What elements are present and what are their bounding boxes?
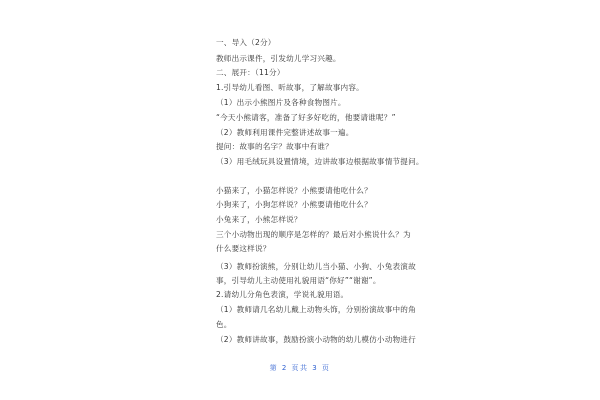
paragraph-line: 小猫来了，小猫怎样说？小熊要请他吃什么？	[216, 186, 372, 195]
paragraph-line: 三个小动物出现的顺序是怎样的？最后对小熊说什么？为	[216, 230, 411, 239]
paragraph-line: （3）教师扮演熊，分别让幼儿当小猫、小狗、小兔表演故	[216, 262, 416, 271]
paragraph-line: 什么要这样说？	[216, 244, 271, 253]
paragraph-line: 色。	[216, 320, 232, 329]
page-number-footer: 第 2 页共 3 页	[269, 364, 331, 372]
paragraph-line: （1）出示小熊图片及各种食物图片。	[216, 98, 346, 107]
section-heading-intro: 一、导入（2分）	[216, 38, 276, 47]
paragraph-line: 教师出示课件，引发幼儿学习兴趣。	[216, 54, 341, 63]
paragraph-line: “今天小熊请客，准备了好多好吃的，他要请谁呢？”	[216, 113, 396, 122]
paragraph-line: （3）用毛绒玩具设置情境，边讲故事边根据故事情节提问。	[216, 157, 424, 166]
paragraph-line: 1.引导幼儿看图、听故事，了解故事内容。	[216, 83, 364, 92]
paragraph-line: 小狗来了，小狗怎样说？小熊要请他吃什么？	[216, 200, 372, 209]
paragraph-line: （2）教师讲故事，鼓励扮演小动物的幼儿模仿小动物进行	[216, 335, 416, 344]
paragraph-line: 事，引导幼儿主动使用礼貌用语“你好”“谢谢”。	[216, 276, 381, 285]
paragraph-line: 2.请幼儿分角色表演，学说礼貌用语。	[216, 290, 349, 299]
paragraph-line: （2）教师利用课件完整讲述故事一遍。	[216, 128, 354, 137]
paragraph-line: 提问：故事的名字？故事中有谁？	[216, 142, 333, 151]
paragraph-line: 小兔来了，小熊怎样说？	[216, 215, 302, 224]
paragraph-line: （1）教师请几名幼儿戴上动物头饰，分别扮演故事中的角	[216, 305, 416, 314]
section-heading-development: 二、展开：（11分）	[216, 68, 285, 77]
